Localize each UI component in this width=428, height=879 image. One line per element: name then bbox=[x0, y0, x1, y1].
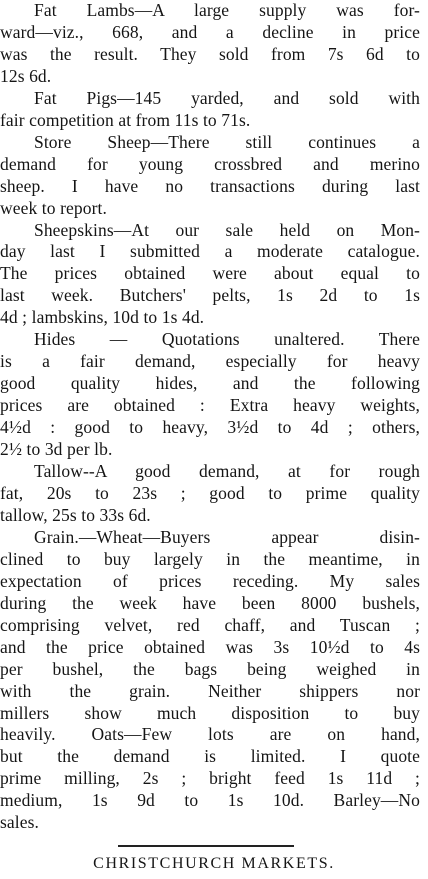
text-line: good quality hides, and the following bbox=[0, 373, 420, 394]
paragraph-grain bbox=[0, 526, 428, 834]
text-line: Grain.—Wheat—Buyers appear disin- bbox=[34, 526, 420, 547]
paragraph-tallow bbox=[0, 461, 428, 527]
paragraph-store-sheep bbox=[0, 131, 428, 220]
text-line: Tallow--A good demand, at for rough bbox=[34, 461, 420, 482]
text-line: is a fair demand, especially for heavy bbox=[0, 351, 420, 372]
text-line: sales. bbox=[0, 812, 39, 833]
text-line: Hides — Quotations unaltered. There bbox=[34, 329, 420, 350]
text-line: 4d ; lambskins, 10d to 1s 4d. bbox=[0, 307, 205, 328]
text-line: 12s 6d. bbox=[0, 65, 52, 86]
text-line: Sheepskins—At our sale held on Mon- bbox=[34, 219, 420, 240]
section-heading: CHRISTCHURCH MARKETS. bbox=[93, 855, 335, 872]
text-line: day last I submitted a moderate catalogue. bbox=[0, 241, 420, 262]
text-line: during the week have been 8000 bushels, bbox=[0, 592, 420, 613]
text-line: clined to buy largely in the meantime, in bbox=[0, 548, 420, 569]
paragraph-fat-lambs bbox=[0, 0, 428, 88]
text-line: 4½d : good to heavy, 3½d to 4d ; others, bbox=[0, 417, 420, 438]
text-line: fair competition at from 11s to 71s. bbox=[0, 109, 251, 130]
text-line: prices are obtained : Extra heavy weights, bbox=[0, 395, 420, 416]
text-line: sheep. I have no transactions during last bbox=[0, 175, 420, 196]
text-line: medium, 1s 9d to 1s 10d. Barley—No bbox=[0, 790, 420, 811]
text-line: week to report. bbox=[0, 197, 107, 218]
text-line: ward—viz., 668, and a decline in price bbox=[0, 21, 420, 42]
paragraph-sheepskins bbox=[0, 219, 428, 330]
text-line: and the price obtained was 3s 10½d to 4s bbox=[0, 636, 420, 657]
text-line: last week. Butchers' pelts, 1s 2d to 1s bbox=[0, 285, 420, 306]
text-line: 2½ to 3d per lb. bbox=[0, 439, 113, 460]
text-line: millers show much disposition to buy bbox=[0, 702, 420, 723]
text-line: Fat Pigs—145 yarded, and sold with bbox=[34, 87, 420, 108]
text-line: The prices obtained were about equal to bbox=[0, 263, 420, 284]
text-line: expectation of prices receding. My sales bbox=[0, 570, 420, 591]
text-line: but the demand is limited. I quote bbox=[0, 746, 420, 767]
text-line: demand for young crossbred and merino bbox=[0, 153, 420, 174]
text-line: Store Sheep—There still continues a bbox=[34, 131, 420, 152]
text-line: tallow, 25s to 33s 6d. bbox=[0, 504, 151, 525]
paragraph-fat-pigs bbox=[0, 87, 428, 132]
section-divider bbox=[118, 845, 294, 847]
text-line: comprising velvet, red chaff, and Tuscan ; bbox=[0, 614, 420, 635]
text-line: heavily. Oats—Few lots are on hand, bbox=[0, 724, 420, 745]
text-line: was the result. They sold from 7s 6d to bbox=[0, 43, 420, 64]
text-line: per bushel, the bags being weighed in bbox=[0, 658, 420, 679]
text-line: with the grain. Neither shippers nor bbox=[0, 680, 420, 701]
text-line: prime milling, 2s ; bright feed 1s 11d ; bbox=[0, 768, 420, 789]
paragraph-hides bbox=[0, 329, 428, 461]
text-line: Fat Lambs—A large supply was for- bbox=[34, 0, 420, 20]
text-line: fat, 20s to 23s ; good to prime quality bbox=[0, 482, 420, 503]
